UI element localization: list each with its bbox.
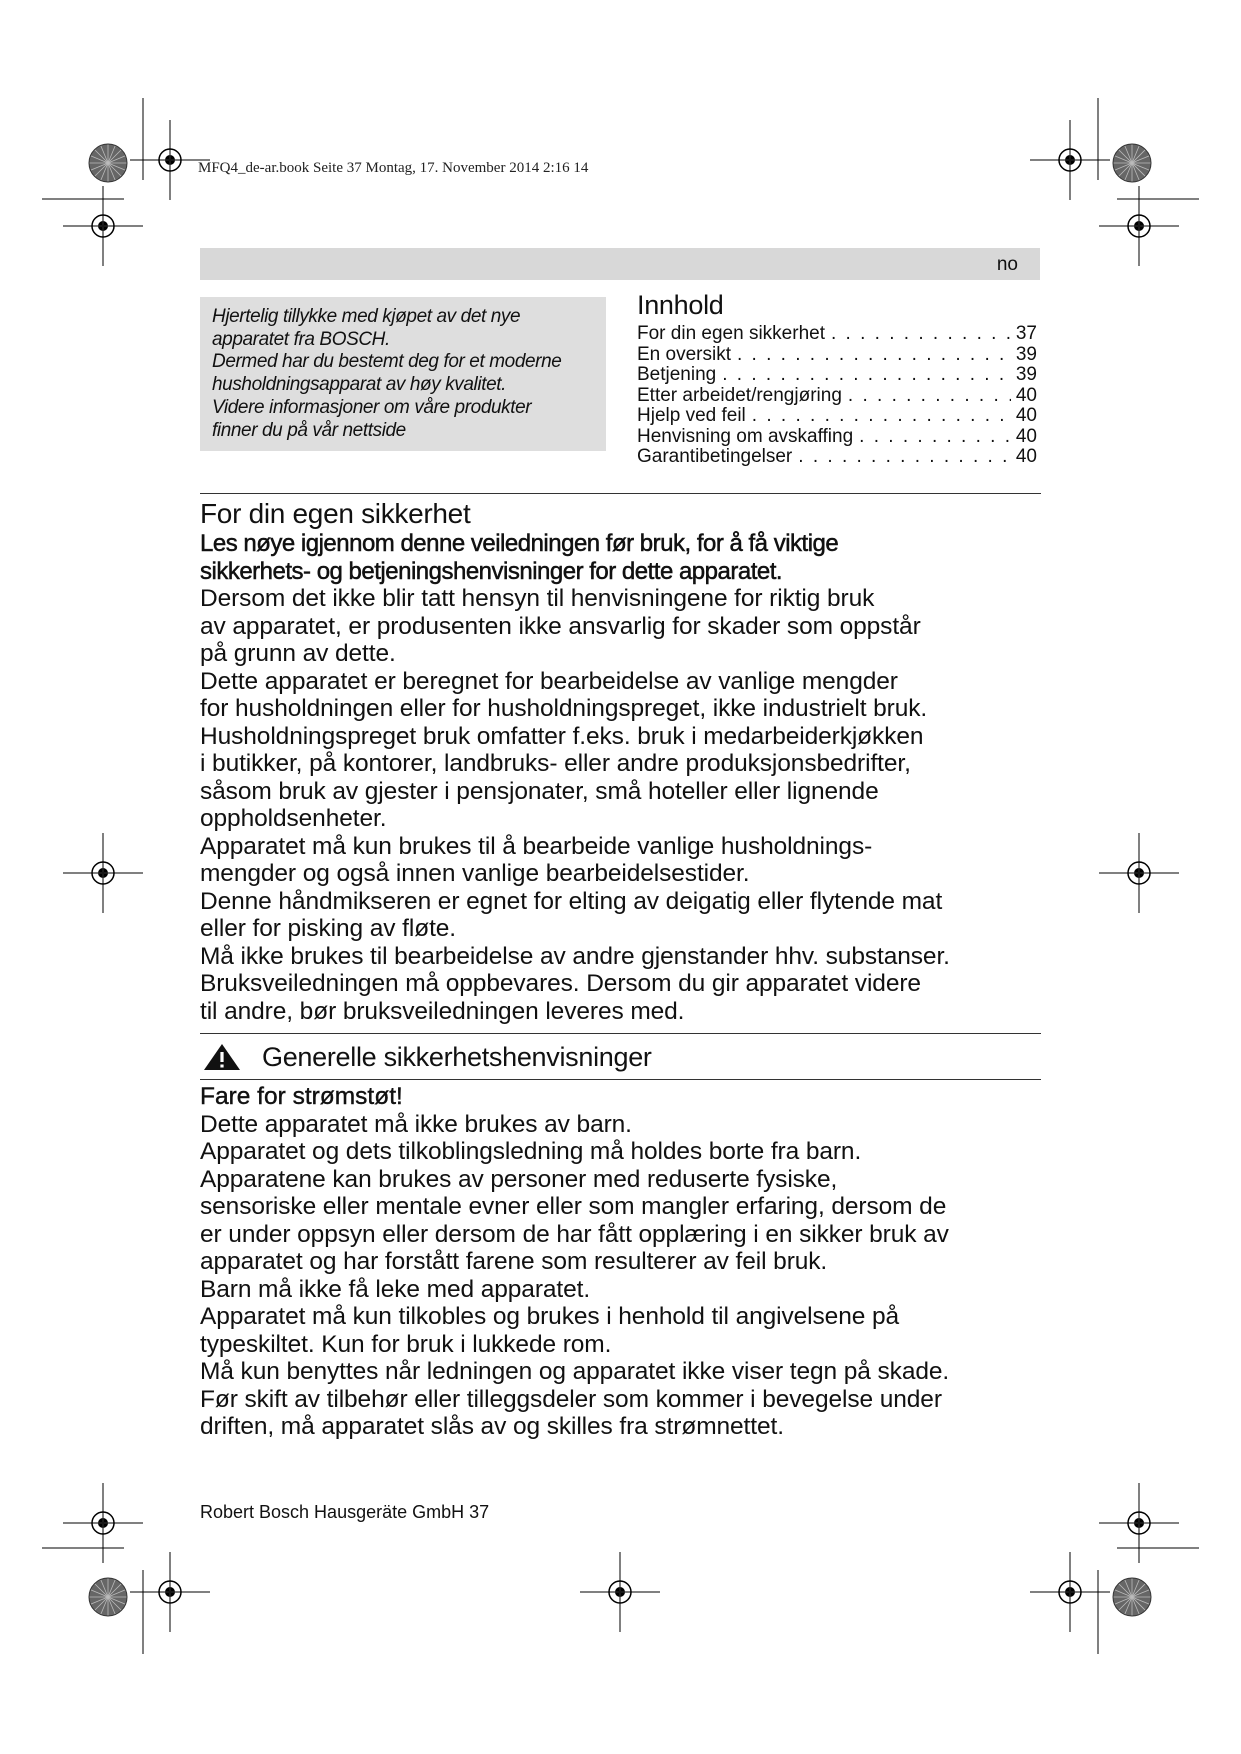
- safety-body-line: på grunn av dette.: [200, 640, 396, 667]
- safety-body-line: Dette apparatet er beregnet for bearbeidelse av vanlige mengder: [200, 667, 898, 695]
- general-body-line: driften, må apparatet slås av og skilles fra strømnettet.: [200, 1413, 784, 1440]
- safety-body-line: Denne håndmikseren er egnet for elting av deigatig eller flytende mat: [200, 887, 943, 915]
- toc-item-label: Etter arbeidet/rengjøring: [637, 384, 842, 406]
- toc-item-page: 39: [1015, 364, 1037, 385]
- general-body-line: Apparatet og dets tilkoblingsledning må holdes borte fra barn.: [200, 1138, 862, 1165]
- safety-body-line: mengder og også innen vanlige bearbeidelsestider.: [200, 860, 750, 887]
- safety-lead-line: sikkerhets- og betjeningshenvisninger for dette apparatet.: [200, 557, 783, 585]
- registration-crosshair-icon: [63, 833, 143, 913]
- toc-item-label: Hjelp ved feil: [637, 405, 746, 426]
- toc-title: Innhold: [637, 290, 724, 320]
- safety-body-line: Dersom det ikke blir tatt hensyn til henvisningene for riktig bruk: [200, 585, 875, 612]
- toc-item-label: Betjening: [637, 364, 717, 385]
- intro-line: Hjertelig tillykke med kjøpet av det nye: [212, 306, 521, 327]
- safety-body-line: av apparatet, er produsenten ikke ansvarlig for skader som oppstår: [200, 612, 921, 640]
- general-body-line: apparatet og har forstått farene som resulterer av feil bruk.: [200, 1248, 828, 1275]
- toc-item-page: 40: [1015, 425, 1037, 447]
- toc-item-page: 40: [1015, 384, 1037, 406]
- general-safety-title: Generelle sikkerhetshenvisninger: [262, 1041, 652, 1072]
- safety-title: For din egen sikkerhet: [200, 498, 471, 529]
- general-body-line: typeskiltet. Kun for bruk i lukkede rom.: [200, 1330, 612, 1358]
- language-code: no: [996, 254, 1018, 275]
- intro-line: husholdningsapparat av høy kvalitet.: [212, 374, 507, 396]
- general-body-line: Før skift av tilbehør eller tilleggsdeler som kommer i bevegelse under: [200, 1385, 942, 1413]
- registration-crosshair-icon: [580, 1552, 660, 1632]
- registration-crosshair-icon: [63, 186, 143, 266]
- intro-line: Videre informasjoner om våre produkter: [212, 396, 532, 418]
- print-header: MFQ4_de-ar.book Seite 37 Montag, 17. November 2014 2:16 14: [198, 160, 589, 176]
- color-rosette-icon: [89, 144, 127, 182]
- toc-item-page: 39: [1015, 343, 1037, 365]
- toc-item-page: 37: [1015, 323, 1037, 344]
- color-rosette-icon: [1113, 144, 1151, 182]
- toc-item-label: En oversikt: [637, 343, 731, 365]
- safety-body-line: såsom bruk av gjester i pensjonater, små hoteller eller lignende: [200, 777, 879, 805]
- safety-body-line: Apparatet må kun brukes til å bearbeide vanlige husholdnings-: [200, 832, 873, 860]
- toc-item-label: Henvisning om avskaffing: [637, 425, 854, 447]
- safety-body-line: Bruksveiledningen må oppbevares. Dersom du gir apparatet videre: [200, 970, 921, 997]
- general-body-line: sensoriske eller mentale evner eller som mangler erfaring, dersom de: [200, 1193, 947, 1220]
- registration-crosshair-icon: [130, 1552, 210, 1632]
- toc-item-page: 40: [1015, 405, 1037, 426]
- page-footer: Robert Bosch Hausgeräte GmbH 37: [200, 1502, 490, 1522]
- color-rosette-icon: [89, 1578, 127, 1616]
- safety-body-line: til andre, bør bruksveiledningen leveres med.: [200, 997, 685, 1025]
- safety-body-line: i butikker, på kontorer, landbruks- eller andre produksjonsbedrifter,: [200, 750, 911, 777]
- general-body-line: Dette apparatet må ikke brukes av barn.: [200, 1110, 632, 1138]
- safety-body-line: Husholdningspreget bruk omfatter f.eks. bruk i medarbeiderkjøkken: [200, 722, 924, 750]
- toc-item-label: For din egen sikkerhet: [637, 323, 825, 344]
- general-body-line: Apparatene kan brukes av personer med reduserte fysiske,: [200, 1165, 838, 1193]
- safety-body-line: for husholdningen eller for husholdningspreget, ikke industrielt bruk.: [200, 695, 928, 722]
- general-subhead: Fare for strømstøt!: [200, 1083, 403, 1110]
- color-rosette-icon: [1113, 1578, 1151, 1616]
- intro-line: finner du på vår nettside: [212, 419, 406, 441]
- registration-crosshair-icon: [1099, 1483, 1179, 1563]
- registration-crosshair-icon: [1099, 833, 1179, 913]
- toc-item-page: 40: [1015, 446, 1037, 467]
- general-body-line: Apparatet må kun tilkobles og brukes i henhold til angivelsene på: [200, 1303, 900, 1330]
- general-body-line: Barn må ikke få leke med apparatet.: [200, 1275, 591, 1303]
- intro-line: apparatet fra BOSCH.: [212, 328, 390, 350]
- registration-crosshair-icon: [63, 1483, 143, 1563]
- intro-line: Dermed har du bestemt deg for et moderne: [212, 351, 562, 373]
- toc-item-label: Garantibetingelser: [637, 446, 793, 467]
- registration-crosshair-icon: [130, 120, 210, 200]
- safety-body-line: eller for pisking av fløte.: [200, 915, 457, 942]
- general-body-line: Må kun benyttes når ledningen og apparatet ikke viser tegn på skade.: [200, 1358, 950, 1385]
- registration-crosshair-icon: [1099, 186, 1179, 266]
- safety-body-line: oppholdsenheter.: [200, 805, 387, 832]
- safety-lead-line: Les nøye igjennom denne veiledningen før bruk, for å få viktige: [200, 530, 839, 557]
- general-body-line: er under oppsyn eller dersom de har fått opplæring i en sikker bruk av: [200, 1220, 949, 1248]
- safety-body-line: Må ikke brukes til bearbeidelse av andre gjenstander hhv. substanser.: [200, 942, 950, 970]
